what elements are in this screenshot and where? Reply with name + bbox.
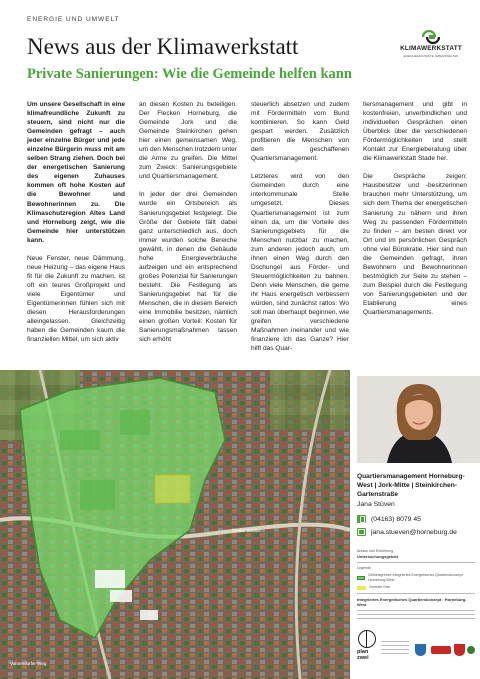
municipal-crest-icon [454, 644, 465, 656]
logo-mark-icon [420, 30, 442, 44]
partner-logos [357, 626, 475, 670]
plan-zwei-logo: plan zwei [357, 630, 377, 664]
contact-name: Jana Stüven [357, 501, 395, 508]
article-paragraph: In jeder der drei Gemeinden wurde ein Ortsbereich als Sanierungsgebiet festgelegt. Die Größe der Gebiete fällt dabei ganz unterschiedlich aus, doch immer wurden solche Bereiche gewählt, in denen die Gebäude hohe Energieverbräuche aufzeigen und ein entsprechend großes Potenzial für Sanierungen besteht. Die Festlegung als Sanierungsgebiet hat für die Menschen, die in diesem Bereich eine Immobilie besitzen, nämlich einen großen Vorteil: Kosten für Sanierungsmaßnahmen lassen sich erhöht [139, 191, 237, 344]
contact-email-address: jana.stueven@horneburg.de [371, 528, 457, 536]
article-paragraph: tiersmanagement und gibt in kostenfreien, unverbindlichen und individuellen Gesprächen einen Überblick über die verschiedenen Fördermöglichkeiten und stellt Kontakt zur Energieberatung über die Klimawerkstatt Stade her. [363, 101, 467, 163]
contact-email[interactable] [357, 528, 457, 536]
contact-panel [350, 370, 480, 679]
kicker: ENERGIE UND UMWELT [27, 16, 120, 23]
article-lead: Um unsere Gesellschaft in eine klimafreundliche Zukunft zu steuern, sind nicht nur die Gemeinden gefragt – auch jeder einzelne Bürger und jede einzelne Bürgerin muss mit am selben Strang ziehen. Doch bei der energetischen Sanierung des eigenen Zuhauses kommen oft hohe Kosten auf die Bewohner und Bewohnerinnen zu. Die Klimaschutzregion Altes Land und Horneburg zeigt, wie die Gemeinde hier unterstützen kann. [27, 101, 125, 244]
logo-name: KLIMAWERKSTATT [400, 45, 462, 52]
legend-doc-title: Integriertes Energetisches Quartierskonzept · Horneburg-West [357, 597, 467, 607]
divider [357, 562, 475, 563]
phone-icon [357, 515, 366, 523]
contact-role: Quartiersmanagement Horneburg-West | Jork-Mitte | Steinkirchen-Gartenstraße [357, 473, 465, 498]
article-paragraph: Die Gespräche zeigen: Hausbesitzer und -besitzerinnen brauchen mehr Unterstützung, um sich dem Thema der energetischen Sanierung zu nähern und ihren Weg zu passenden Fördermitteln zu finden – am besten direkt vor Ort und im persönlichen Gespräch ohne viel Bürokratie. Hier sind nun die Gemeinden gefragt, ihren Bewohnern und Bewohnerinnen bestmöglich zur Seite zu stehen – zum Beispiel durch die Festlegung von Sanierungsgebieten und der Etablierung eines Quartiersmanagements. [363, 173, 467, 317]
municipal-crest-icon [415, 644, 426, 656]
legend-swatch [357, 576, 365, 580]
mail-icon [357, 528, 366, 536]
planner-imprint [381, 638, 409, 657]
article-column-1 [27, 100, 125, 353]
municipal-crest-icon [467, 646, 475, 654]
divider [357, 618, 475, 619]
klimawerkstatt-logo [396, 30, 466, 64]
logo-tagline: ENERGIEEFFIZIENTE LEBENSWELTEN [403, 54, 459, 58]
article-paragraph: Neue Fenster, neue Dämmung, neue Heizung – das eigene Haus fit für die Zukunft zu machen, ist oft ein teures Großprojekt und viele Eigentümer und Eigentümerinnen fühlen sich mit diesen Herausforderungen alleingelassen. Gleichzeitig haben die Gemeinden kaum die finanziellen Mittel, um sich aktiv [27, 254, 125, 344]
legend-title: Untersuchungsgebiet [357, 554, 399, 559]
article-paragraph: steuerlich absetzen und zudem mit Fördermitteln vom Bund kombinieren. So kann Geld gespart werden. Zusätzlich profitieren die Menschen von dem geschaffenen Quartiersmanagement. [251, 101, 349, 163]
legend-item [357, 585, 475, 590]
legend-item [357, 573, 475, 583]
divider [357, 610, 475, 611]
page-subtitle: Private Sanierungen: Wie die Gemeinde helfen kann [27, 66, 352, 82]
legend-pretitle: Anlass und Einführung [357, 549, 394, 553]
contact-phone[interactable] [357, 515, 421, 523]
north-arrow-icon [358, 630, 376, 648]
map-legend [357, 549, 475, 622]
legend-item-label: Gebietsgrenze Integriertes Energetisches Quartierskonzept Horneburg-West [368, 573, 463, 582]
map-label-street: Vahrendorfer Weg [10, 661, 47, 666]
legend-swatch [357, 586, 366, 590]
partner-logo-icon [431, 646, 451, 654]
article-paragraph: Letzteres wird von den Gemeinden durch eine interkommunale Stelle umgesetzt. Dieses Quartiersmanagement ist zum einen da, um die Vorteile des Sanierungsgebiets für die Menschen nutzbar zu machen, zum anderen jedoch auch, um ihnen einen Weg durch den Dschungel aus Förder- und Steuermöglichkeiten zu bahnen. Denn viele Menschen, die gerne ihr Haus energetisch verbessern würden, sind zunächst ratlos: Wo soll man überhaupt beginnen, wie greifen verschiedene Maßnahmen ineinander und wie finanziere ich das Ganze? Hier hilft das Quar- [251, 173, 349, 353]
article-column-3 [251, 100, 349, 362]
article-body [27, 100, 467, 368]
legend-item-label: Zentrale Orte [369, 585, 391, 589]
aerial-map [0, 370, 350, 679]
legend-section: Legende [357, 566, 371, 570]
divider [357, 614, 475, 615]
article-column-4 [363, 100, 467, 326]
contact-phone-number: (04163) 8079 45 [371, 515, 421, 523]
page-title: News aus der Klimawerkstatt [27, 34, 299, 59]
contact-photo [357, 376, 480, 463]
map-label-street: Stader Straße [232, 528, 261, 533]
article-paragraph: an diesen Kosten zu beteiligen. Der Flecken Horneburg, die Gemeinde Jork und die Gemeinde Steinkirchen gehen hier einen gemeinsamen Weg, um den Menschen trotzdem unter die Arme zu greifen. Die Mittel zum Zweck: Sanierungsgebiete und Quartiersmanagement. [139, 101, 237, 181]
divider [357, 593, 475, 594]
article-column-2 [139, 100, 237, 353]
